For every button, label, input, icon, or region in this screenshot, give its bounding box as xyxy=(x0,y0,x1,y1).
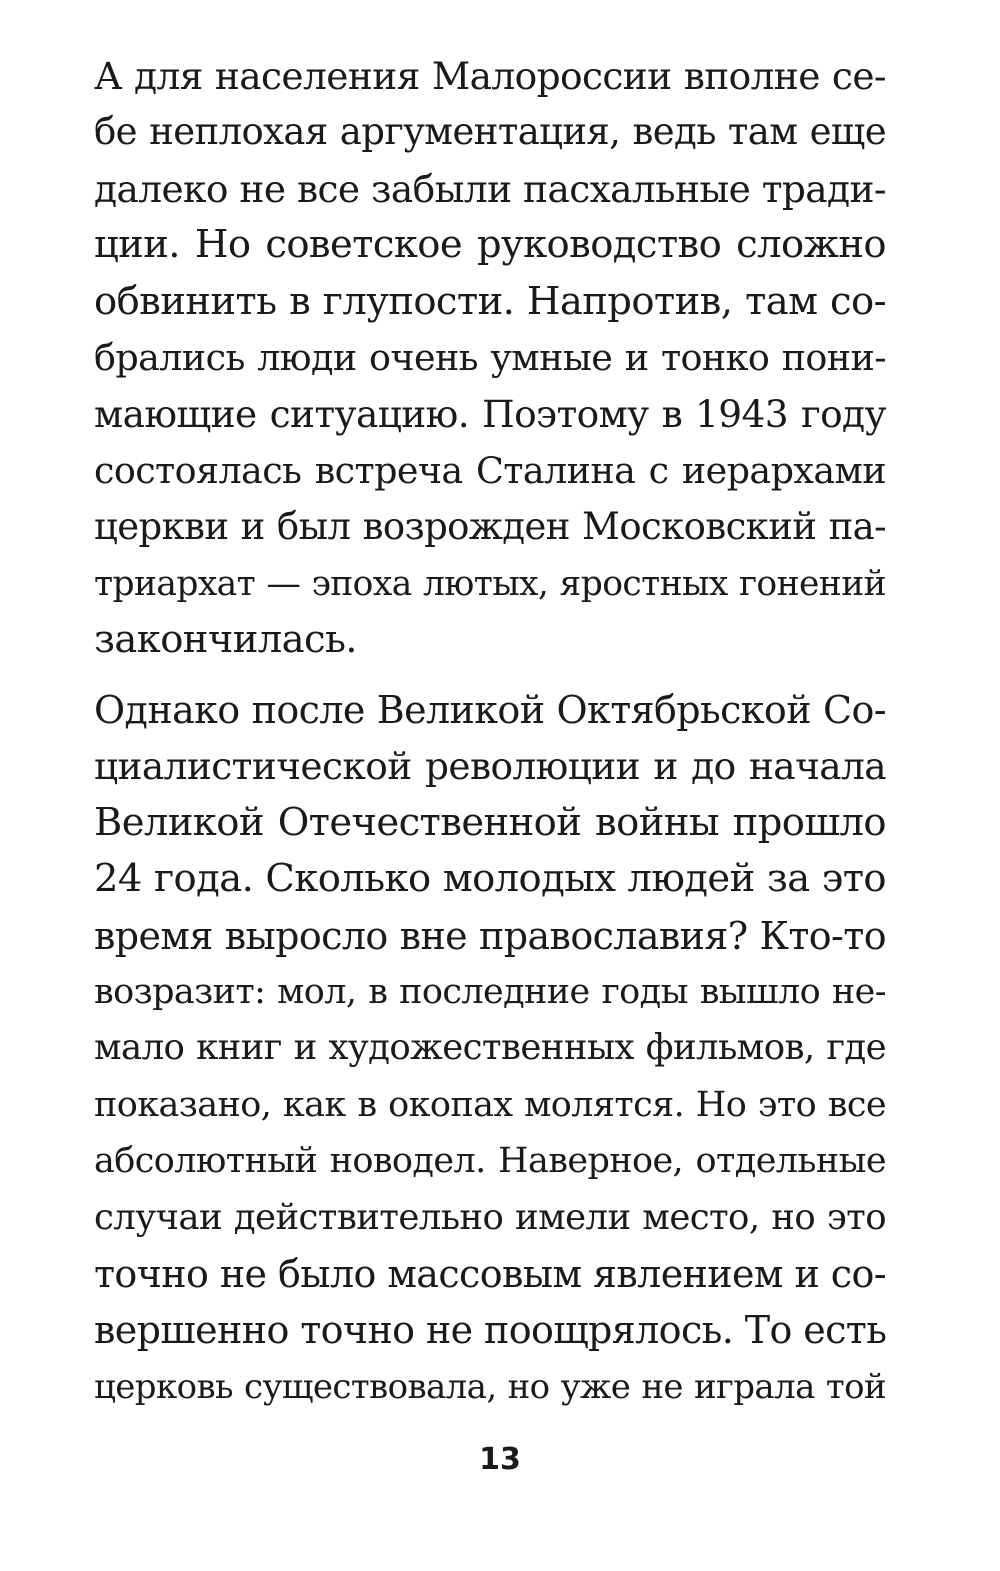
text-line: брались люди очень умные и тонко пони- xyxy=(94,335,886,379)
text-line: мающие ситуацию. Поэтому в 1943 году xyxy=(94,392,886,437)
text-line: 24 года. Сколько молодых людей за это xyxy=(94,856,886,902)
text-line: мало книг и художественных фильмов, где xyxy=(94,1027,886,1069)
text-line: случаи действительно имели место, но это xyxy=(94,1196,886,1238)
text-line: далеко не все забыли пасхальные тради- xyxy=(94,166,886,211)
text-line: Великой Отечественной войны прошло xyxy=(94,799,886,845)
text-line: триархат — эпоха лютых, яростных гонений xyxy=(94,563,886,604)
text-line: состоялась встреча Сталина с иерархами xyxy=(94,448,886,492)
page-number: 13 xyxy=(479,1442,521,1477)
text-line: закончилась. xyxy=(94,616,357,662)
text-line: возразит: мол, в последние годы вышло не- xyxy=(94,971,886,1012)
text-line: Однако после Великой Октябрьской Со- xyxy=(94,688,886,732)
text-line: время выросло вне православия? Кто-то xyxy=(94,913,886,958)
text-line: церкви и был возрожден Московский па- xyxy=(94,505,886,549)
paragraph-2 xyxy=(94,682,886,1415)
text-line: циалистической революции и до начала xyxy=(94,744,886,789)
text-line: абсолютный новодел. Наверное, отдельные xyxy=(94,1141,886,1182)
text-line: А для населения Малороссии вполне се- xyxy=(94,54,886,98)
text-line: вершенно точно не поощрялось. То есть xyxy=(94,1308,887,1353)
text-line: ции. Но советское руководство сложно xyxy=(94,222,886,268)
paragraph-1 xyxy=(94,48,886,668)
text-line: бе неплохая аргументация, ведь там еще xyxy=(94,110,886,154)
text-line: церковь существовала, но уже не играла той xyxy=(94,1366,886,1407)
text-line: обвинить в глупости. Напротив, там со- xyxy=(94,278,886,324)
text-line: показано, как в окопах молятся. Но это все xyxy=(94,1084,886,1125)
text-line: точно не было массовым явлением и со- xyxy=(94,1251,886,1296)
